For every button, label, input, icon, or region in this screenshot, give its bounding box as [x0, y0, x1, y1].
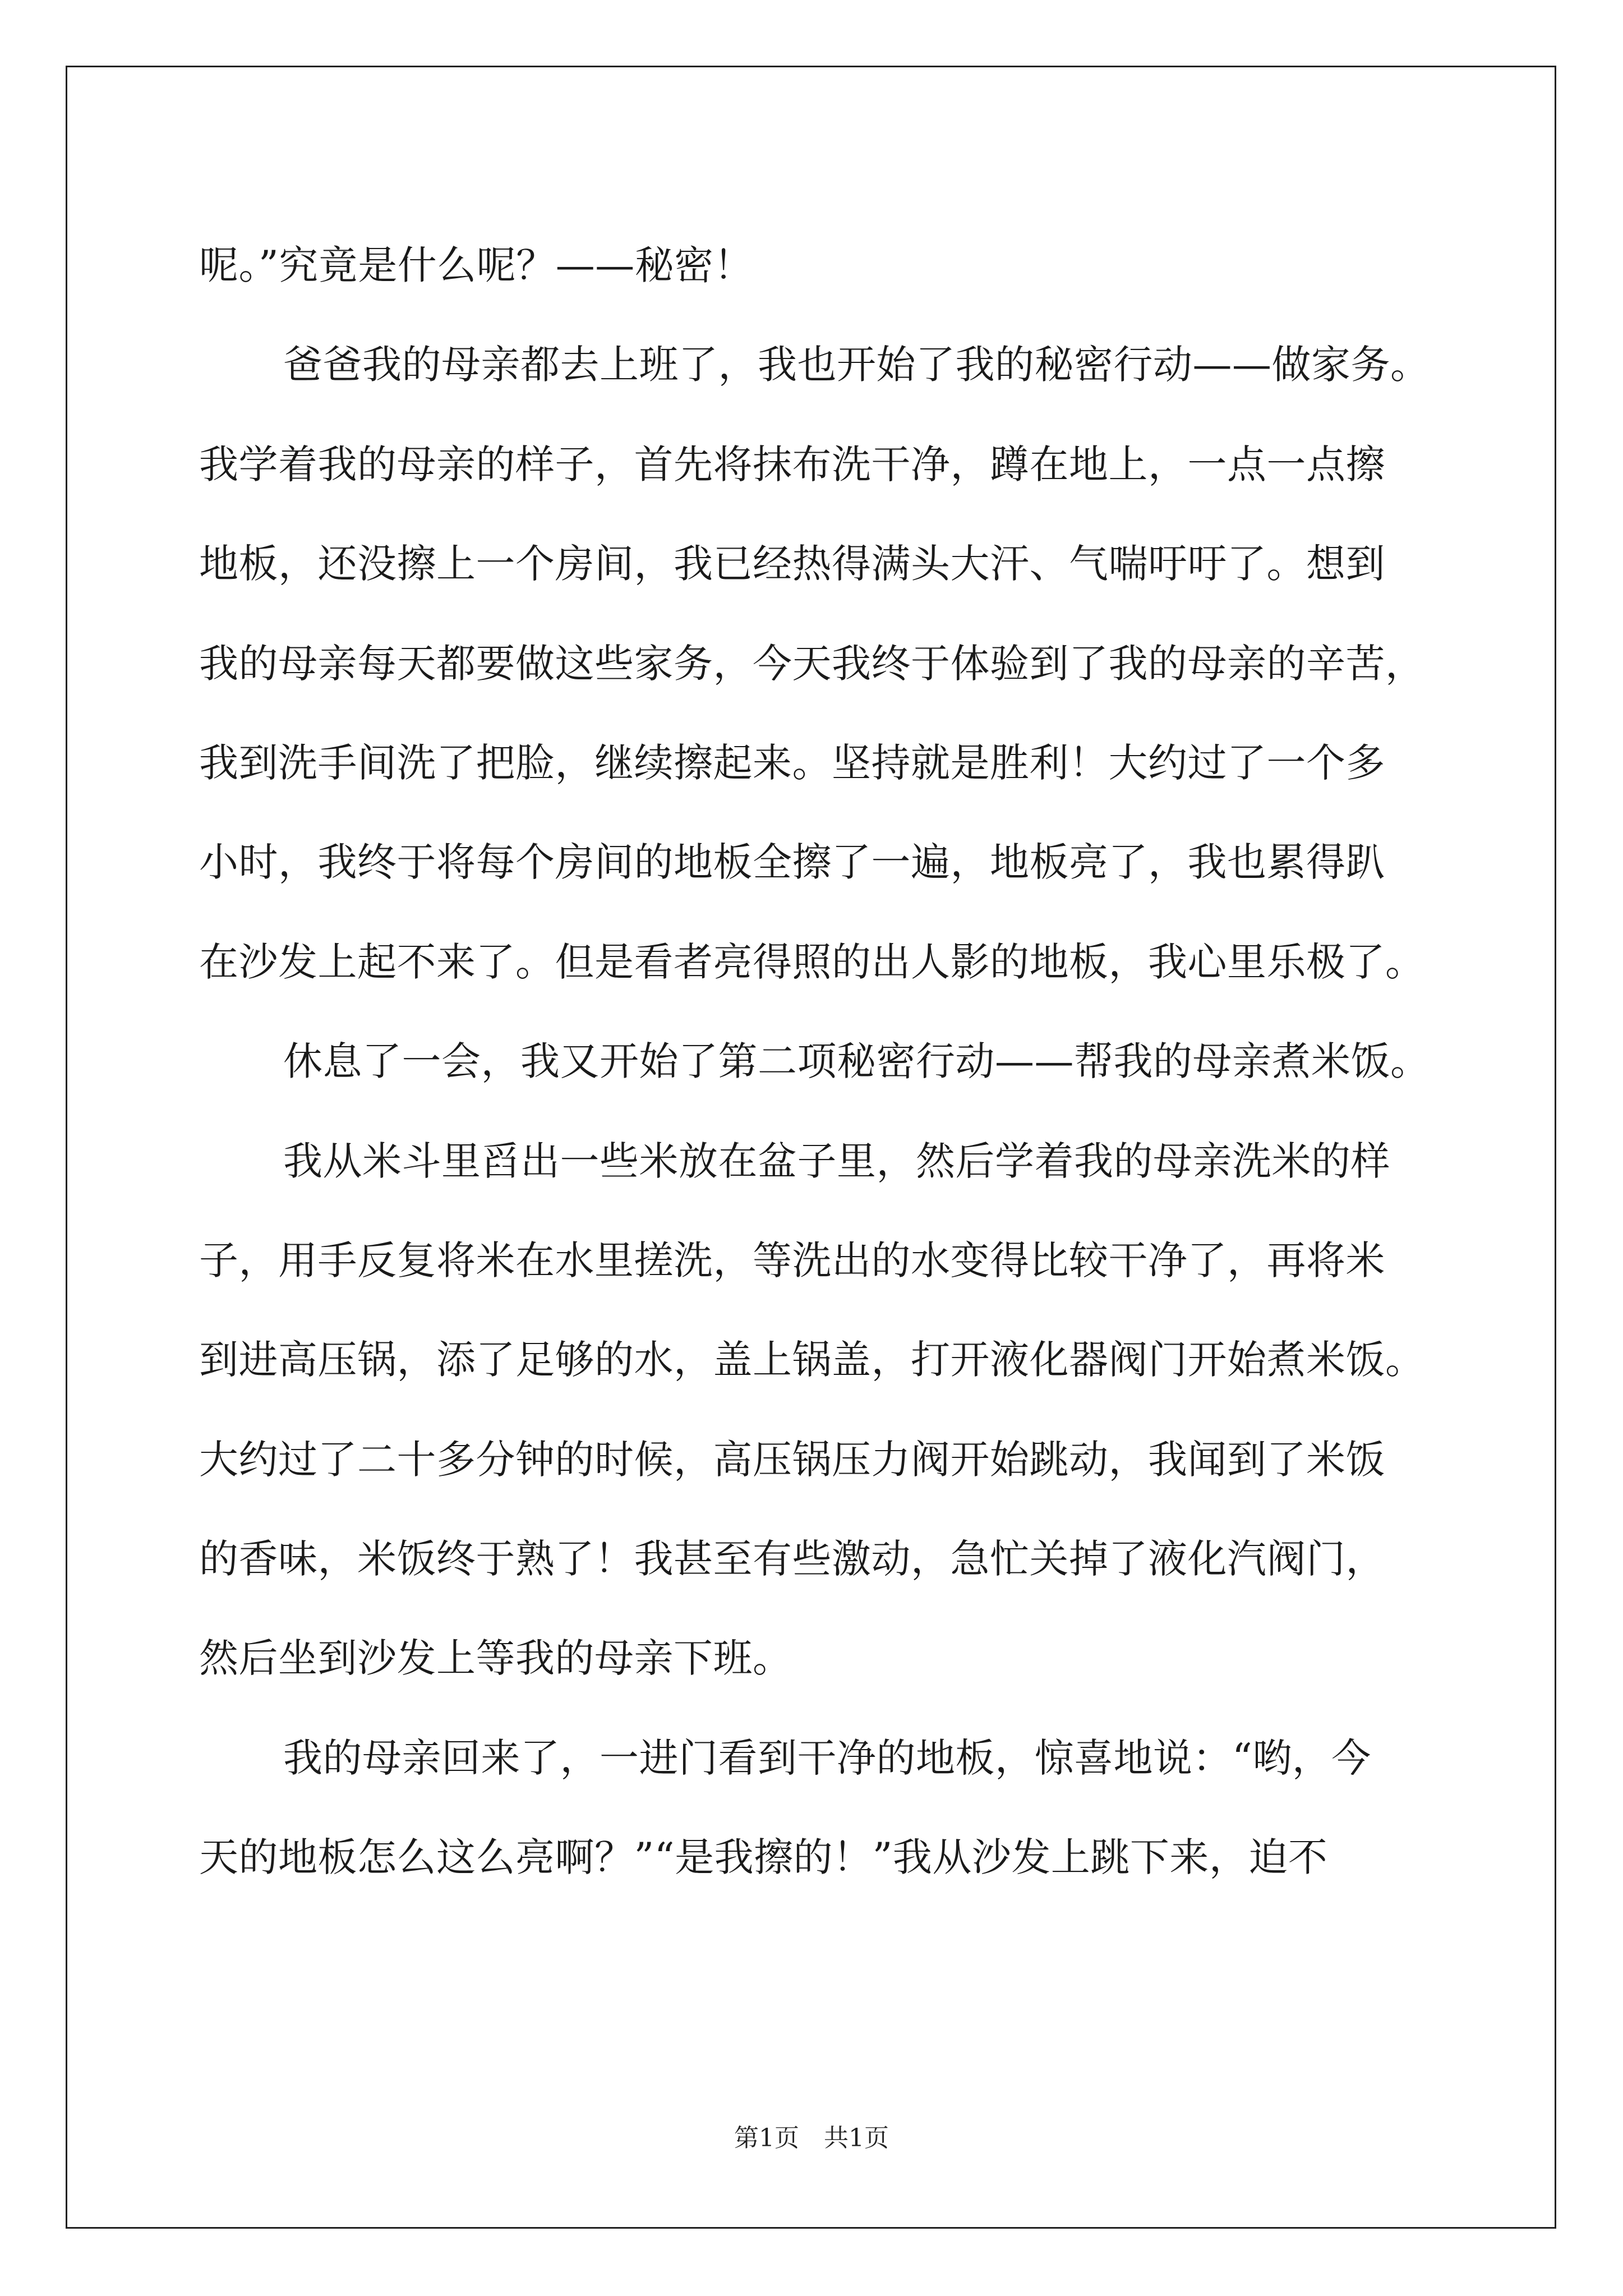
text-line: 我的母亲回来了，一进门看到干净的地板，惊喜地说：“哟，今 — [283, 1734, 1371, 1781]
page-footer — [0, 2122, 1623, 2155]
text-line: 的香味，米饭终于熟了！我甚至有些激动，急忙关掉了液化汽阀门， — [199, 1536, 1385, 1582]
text-line: 小时，我终于将每个房间的地板全擦了一遍，地板亮了，我也累得趴 — [199, 839, 1385, 886]
text-line: 我到洗手间洗了把脸，继续擦起来。坚持就是胜利！大约过了一个多 — [199, 739, 1385, 786]
page-number: 第1页 — [734, 2124, 799, 2152]
text-line: 在沙发上起不来了。但是看者亮得照的出人影的地板，我心里乐极了。 — [199, 938, 1425, 985]
text-line: 然后坐到沙发上等我的母亲下班。 — [199, 1635, 792, 1682]
text-line: 大约过了二十多分钟的时候，高压锅压力阀开始跳动，我闻到了米饭 — [199, 1436, 1385, 1483]
text-line: 我的母亲每天都要做这些家务，今天我终于体验到了我的母亲的辛苦， — [199, 640, 1425, 687]
text-line: 爸爸我的母亲都去上班了，我也开始了我的秘密行动——做家务。 — [283, 342, 1430, 388]
text-line: 到进高压锅，添了足够的水，盖上锅盖，打开液化器阀门开始煮米饭。 — [199, 1337, 1425, 1383]
text-line: 地板，还没擦上一个房间，我已经热得满头大汗、气喘吁吁了。想到 — [199, 541, 1385, 587]
body-text — [199, 216, 1453, 1908]
text-line: 休息了一会，我又开始了第二项秘密行动——帮我的母亲煮米饭。 — [283, 1038, 1430, 1085]
text-line: 呢。”究竟是什么呢？——秘密！ — [199, 242, 754, 288]
text-line: 我学着我的母亲的样子，首先将抹布洗干净，蹲在地上，一点一点擦 — [199, 441, 1385, 487]
text-line: 天的地板怎么这么亮啊？”“是我擦的！”我从沙发上跳下来，迫不 — [199, 1834, 1328, 1881]
text-line: 子，用手反复将米在水里搓洗，等洗出的水变得比较干净了，再将米 — [199, 1237, 1385, 1283]
text-line: 我从米斗里舀出一些米放在盆子里，然后学着我的母亲洗米的样 — [283, 1138, 1390, 1184]
page-total: 共1页 — [824, 2124, 889, 2152]
